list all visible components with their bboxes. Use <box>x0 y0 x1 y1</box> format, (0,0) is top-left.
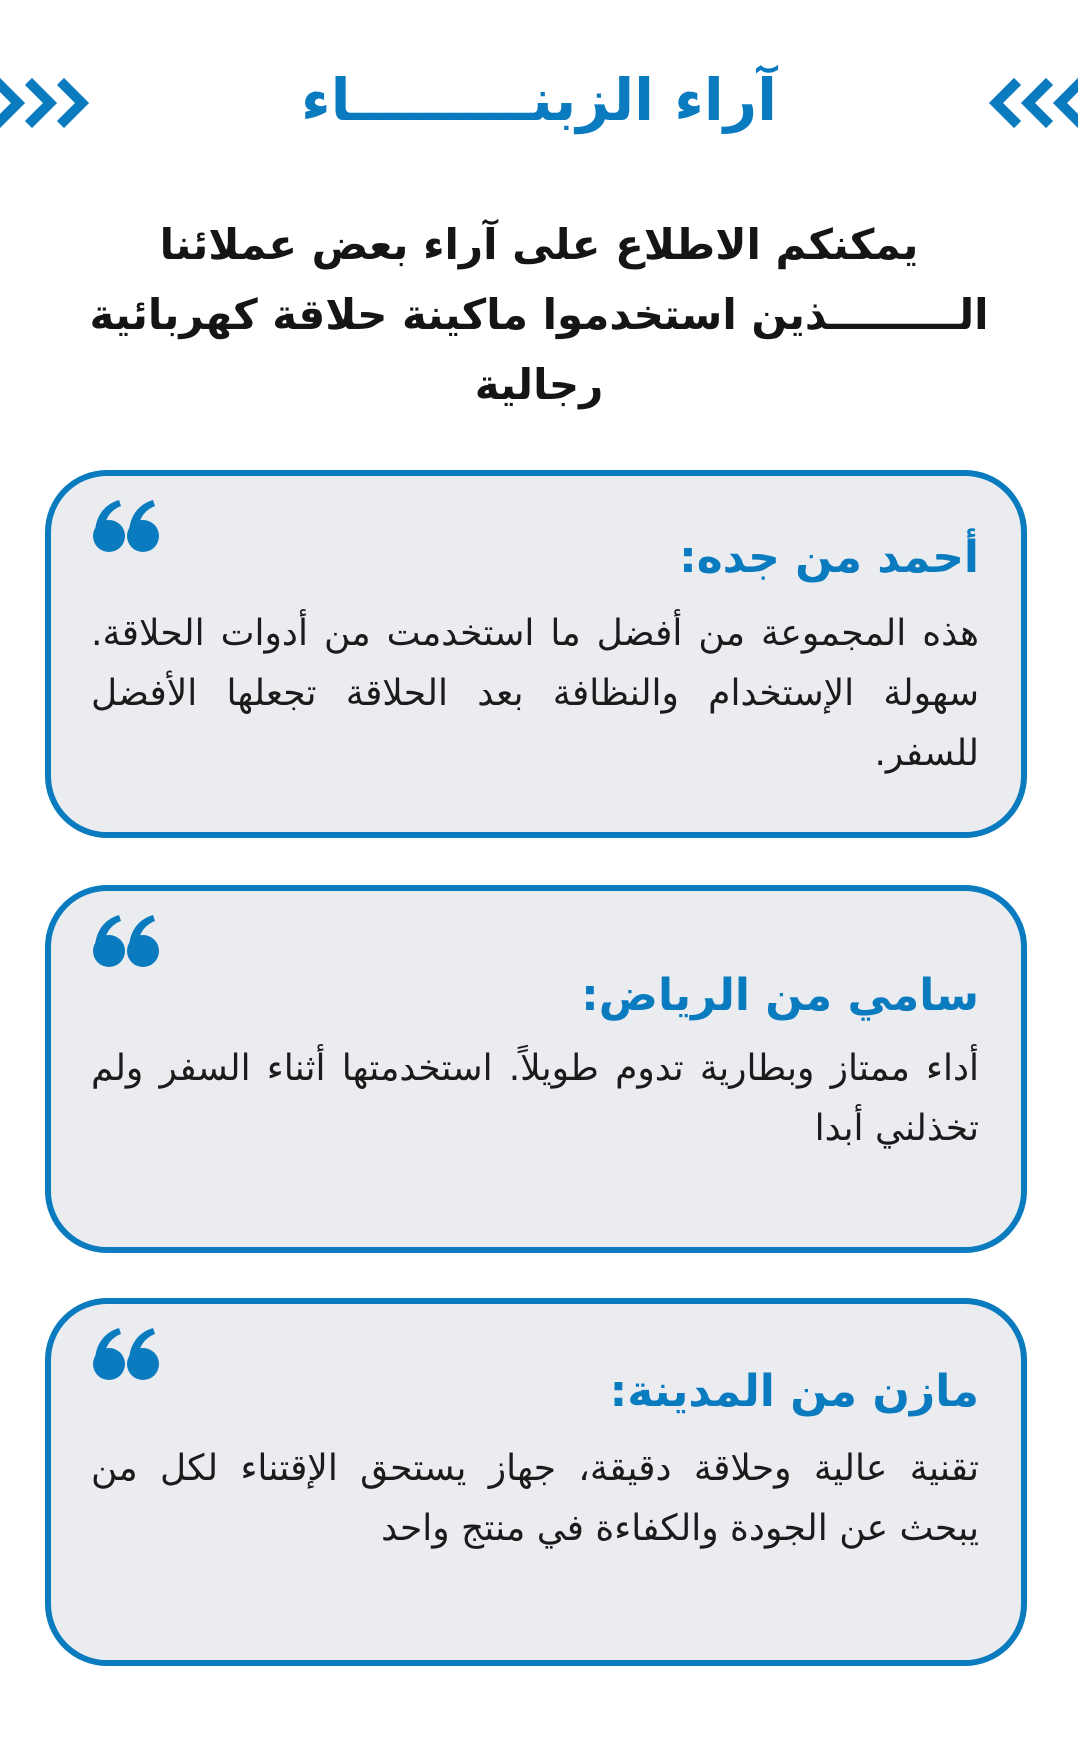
triple-chevron-left-icon <box>971 73 1078 133</box>
reviewer-name: أحمد من جده: <box>679 532 979 583</box>
quote-icon <box>89 1326 163 1386</box>
review-text: تقنية عالية وحلاقة دقيقة، جهاز يستحق الإقتناء لكل من يبحث عن الجودة والكفاءة في منتج واحد <box>91 1448 979 1549</box>
quote-icon <box>89 913 163 973</box>
page-title: آراء الزبنـــــــــاء <box>300 66 778 134</box>
intro-text: يمكنكم الاطلاع على آراء بعض عملائنا الـــــــــذين استخدموا ماكينة حلاقة كهربائية رجالية <box>89 220 989 409</box>
review-card <box>45 885 1027 1253</box>
quote-icon <box>89 498 163 558</box>
review-card <box>45 470 1027 838</box>
review-text: هذه المجموعة من أفضل ما استخدمت من أدوات الحلاقة. سهولة الإستخدام والنظافة بعد الحلاقة تجعلها الأفضل للسفر. <box>91 613 979 774</box>
reviewer-name: مازن من المدينة: <box>609 1366 979 1417</box>
review-text: أداء ممتاز وبطارية تدوم طويلاً. استخدمتها أثناء السفر ولم تخذلني أبدا <box>91 1048 979 1149</box>
page-header <box>0 55 1078 150</box>
review-card <box>45 1298 1027 1666</box>
reviewer-name: سامي من الرياض: <box>581 970 979 1021</box>
